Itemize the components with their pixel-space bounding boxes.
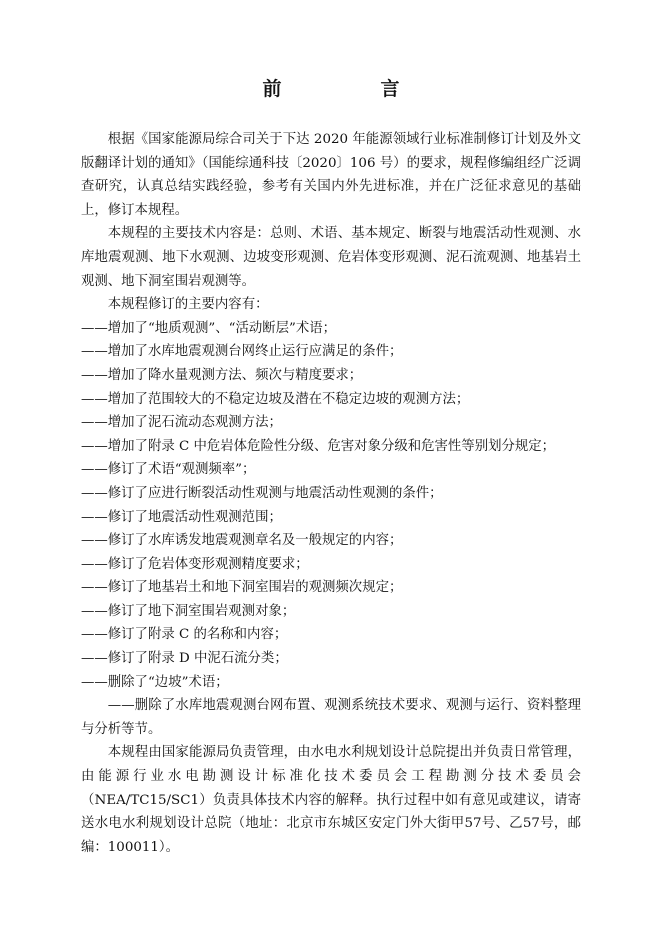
revision-item: ——增加了水库地震观测台网终止运行应满足的条件； [81,344,403,360]
revision-item: ——修订了应进行断裂活动性观测与地震活动性观测的条件； [81,485,443,501]
revision-item: ——删除了“边坡”术语； [81,674,229,690]
paragraph-revision-intro: 本规程修订的主要内容有： [107,297,269,313]
revision-item: ——修订了附录 D 中泥石流分类； [81,651,288,667]
paragraph-main-content: 本规程的主要技术内容是：总则、术语、基本规定、断裂与地震活动性观测、水库地震观测、地下水观测、边坡变形观测、危岩体变形观测、泥石流观测、地基岩土观测、地下洞室围岩观测等。 [81,226,581,289]
revision-item: ——增加了范围较大的不稳定边坡及潜在不稳定边坡的观测方法； [81,391,470,407]
revision-item: ——修订了术语“观测频率”； [81,462,256,478]
revision-item: ——删除了水库地震观测台网布置、观测系统技术要求、观测与运行、资料整理与分析等节。 [81,698,581,737]
revision-item: ——增加了泥石流动态观测方法； [81,415,282,431]
page-title: 前 言 [262,78,440,100]
revision-item: ——修订了地基岩土和地下洞室围岩的观测频次规定； [81,580,403,596]
revision-item: ——增加了降水量观测方法、频次与精度要求； [81,367,363,383]
revision-item: ——修订了附录 C 的名称和内容； [81,627,288,643]
revision-item: ——修订了危岩体变形观测精度要求； [81,556,309,572]
preface-body [81,128,581,859]
paragraph-management: 本规程由国家能源局负责管理，由水电水利规划设计总院提出并负责日常管理，由能源行业水电勘测设计标准化技术委员会工程勘测分技术委员会（NEA/TC15/SC1）负责具体技术内容的解释。执行过程中如有意见或建议，请寄送水电水利规划设计总院（地址：北京市东城区安定门外大街甲57号、乙57号，邮编：100011）。 [81,745,581,855]
revision-item: ——增加了“地质观测”、“活动断层”术语； [81,320,337,336]
revision-item: ——修订了地震活动性观测范围； [81,509,282,525]
revision-item: ——增加了附录 C 中危岩体危险性分级、危害对象分级和危害性等别划分规定； [81,438,556,454]
revision-item: ——修订了水库诱发地震观测章名及一般规定的内容； [81,533,403,549]
revision-item: ——修订了地下洞室围岩观测对象； [81,603,296,619]
paragraph-basis: 根据《国家能源局综合司关于下达 2020 年能源领域行业标准制修订计划及外文版翻译计划的通知》（国能综通科技〔2020〕106 号）的要求，规程修编组经广泛调查研究，认真总结实践经验，参考有关国内外先进标准，并在广泛征求意见的基础上，修订本规程。 [81,132,581,218]
